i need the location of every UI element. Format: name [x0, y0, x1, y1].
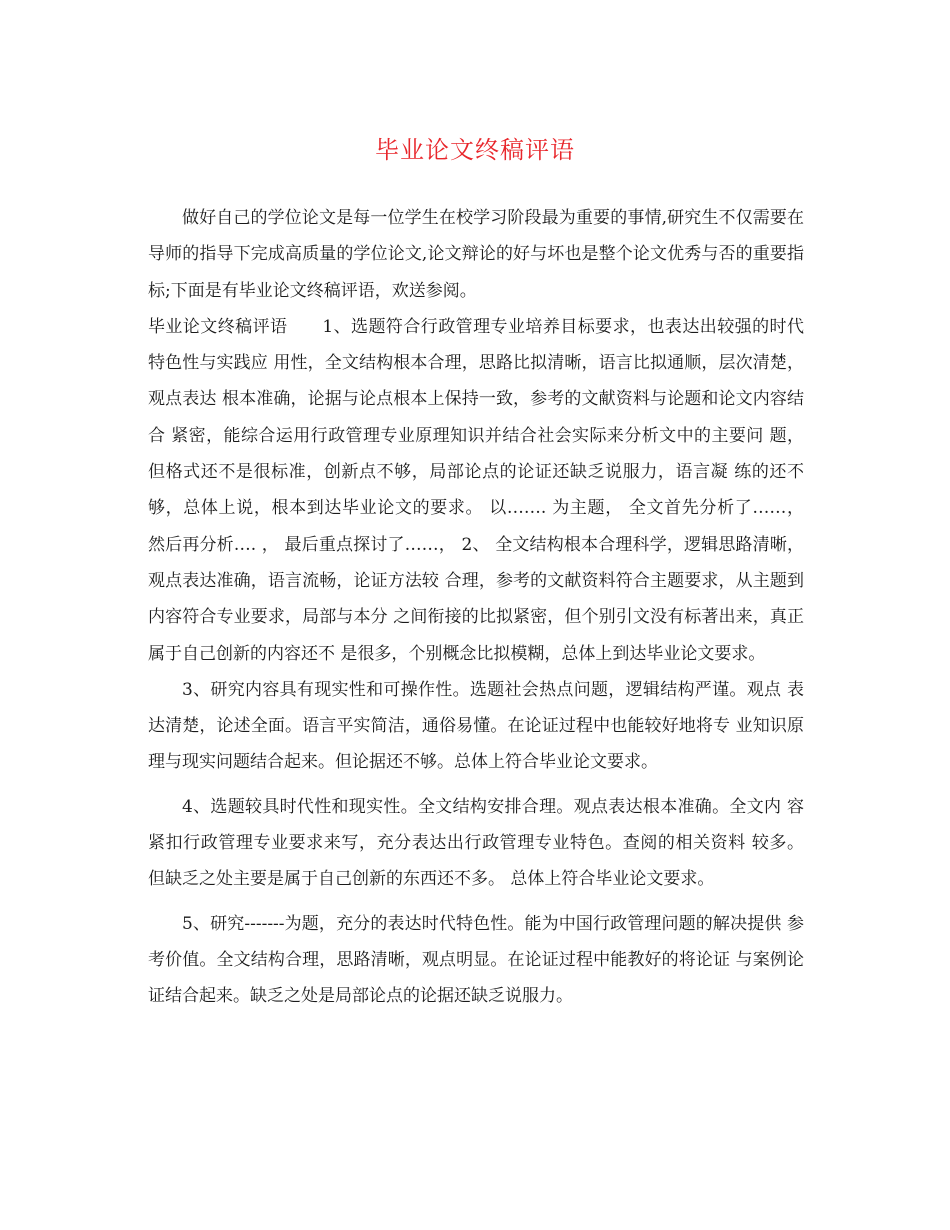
comment-paragraph-4: 4、选题较具时代性和现实性。全文结构安排合理。观点表达根本准确。全文内 容紧扣行政管理专业要求来写，充分表达出行政管理专业特色。查阅的相关资料 较多。 但缺乏之处主要是属于自己创新的东西还不多。 总体上符合毕业论文要求。: [148, 796, 804, 890]
comment-paragraph-3: 3、研究内容具有现实性和可操作性。选题社会热点问题，逻辑结构严谨。观点 表达清楚，论述全面。语言平实简洁，通俗易懂。在论证过程中也能较好地将专 业知识原理与现实问题结合起来。但论据还不够。总体上符合毕业论文要求。: [148, 679, 804, 773]
intro-paragraph: 做好自己的学位论文是每一位学生在校学习阶段最为重要的事情,研究生不仅需要在导师的指导下完成高质量的学位论文,论文辩论的好与坏也是整个论文优秀与否的重要指标;下面是有毕业论文终稿评语，欢送参阅。: [148, 208, 804, 301]
comment-paragraph-5: 5、研究-------为题，充分的表达时代特色性。能为中国行政管理问题的解决提供 参考价值。全文结构合理，思路清晰，观点明显。在论证过程中能教好的将论证 与案例论证结合起来。缺乏之处是局部论点的论据还缺乏说服力。: [148, 913, 804, 1007]
document-body: [148, 200, 804, 1015]
comment-paragraph-1-2: 毕业论文终稿评语 1、选题符合行政管理专业培养目标要求，也表达出较强的时代特色性与实践应 用性，全文结构根本合理，思路比拟清晰，语言比拟通顺，层次清楚，观点表达 根本准确，论据与论点根本上保持一致，参考的文献资料与论题和论文内容结合 紧密，能综合运用行政管理专业原理知识并结合社会实际来分析文中的主要问 题，但格式还不是很标准，创新点不够，局部论点的论证还缺乏说服力，语言凝 练的还不够，总体上说，根本到达毕业论文的要求。 以……. 为主题， 全文首先分析了……， 然后再分析…. ， 最后重点探讨了……， 2、 全文结构根本合理科学，逻辑思路清晰，观点表达准确，语言流畅，论证方法较 合理，参考的文献资料符合主题要求，从主题到内容符合专业要求，局部与本分 之间衔接的比拟紧密，但个别引文没有标著出来，真正属于自己创新的内容还不 是很多，个别概念比拟模糊，总体上到达毕业论文要求。: [148, 316, 804, 664]
document-title: 毕业论文终稿评语: [375, 136, 575, 164]
